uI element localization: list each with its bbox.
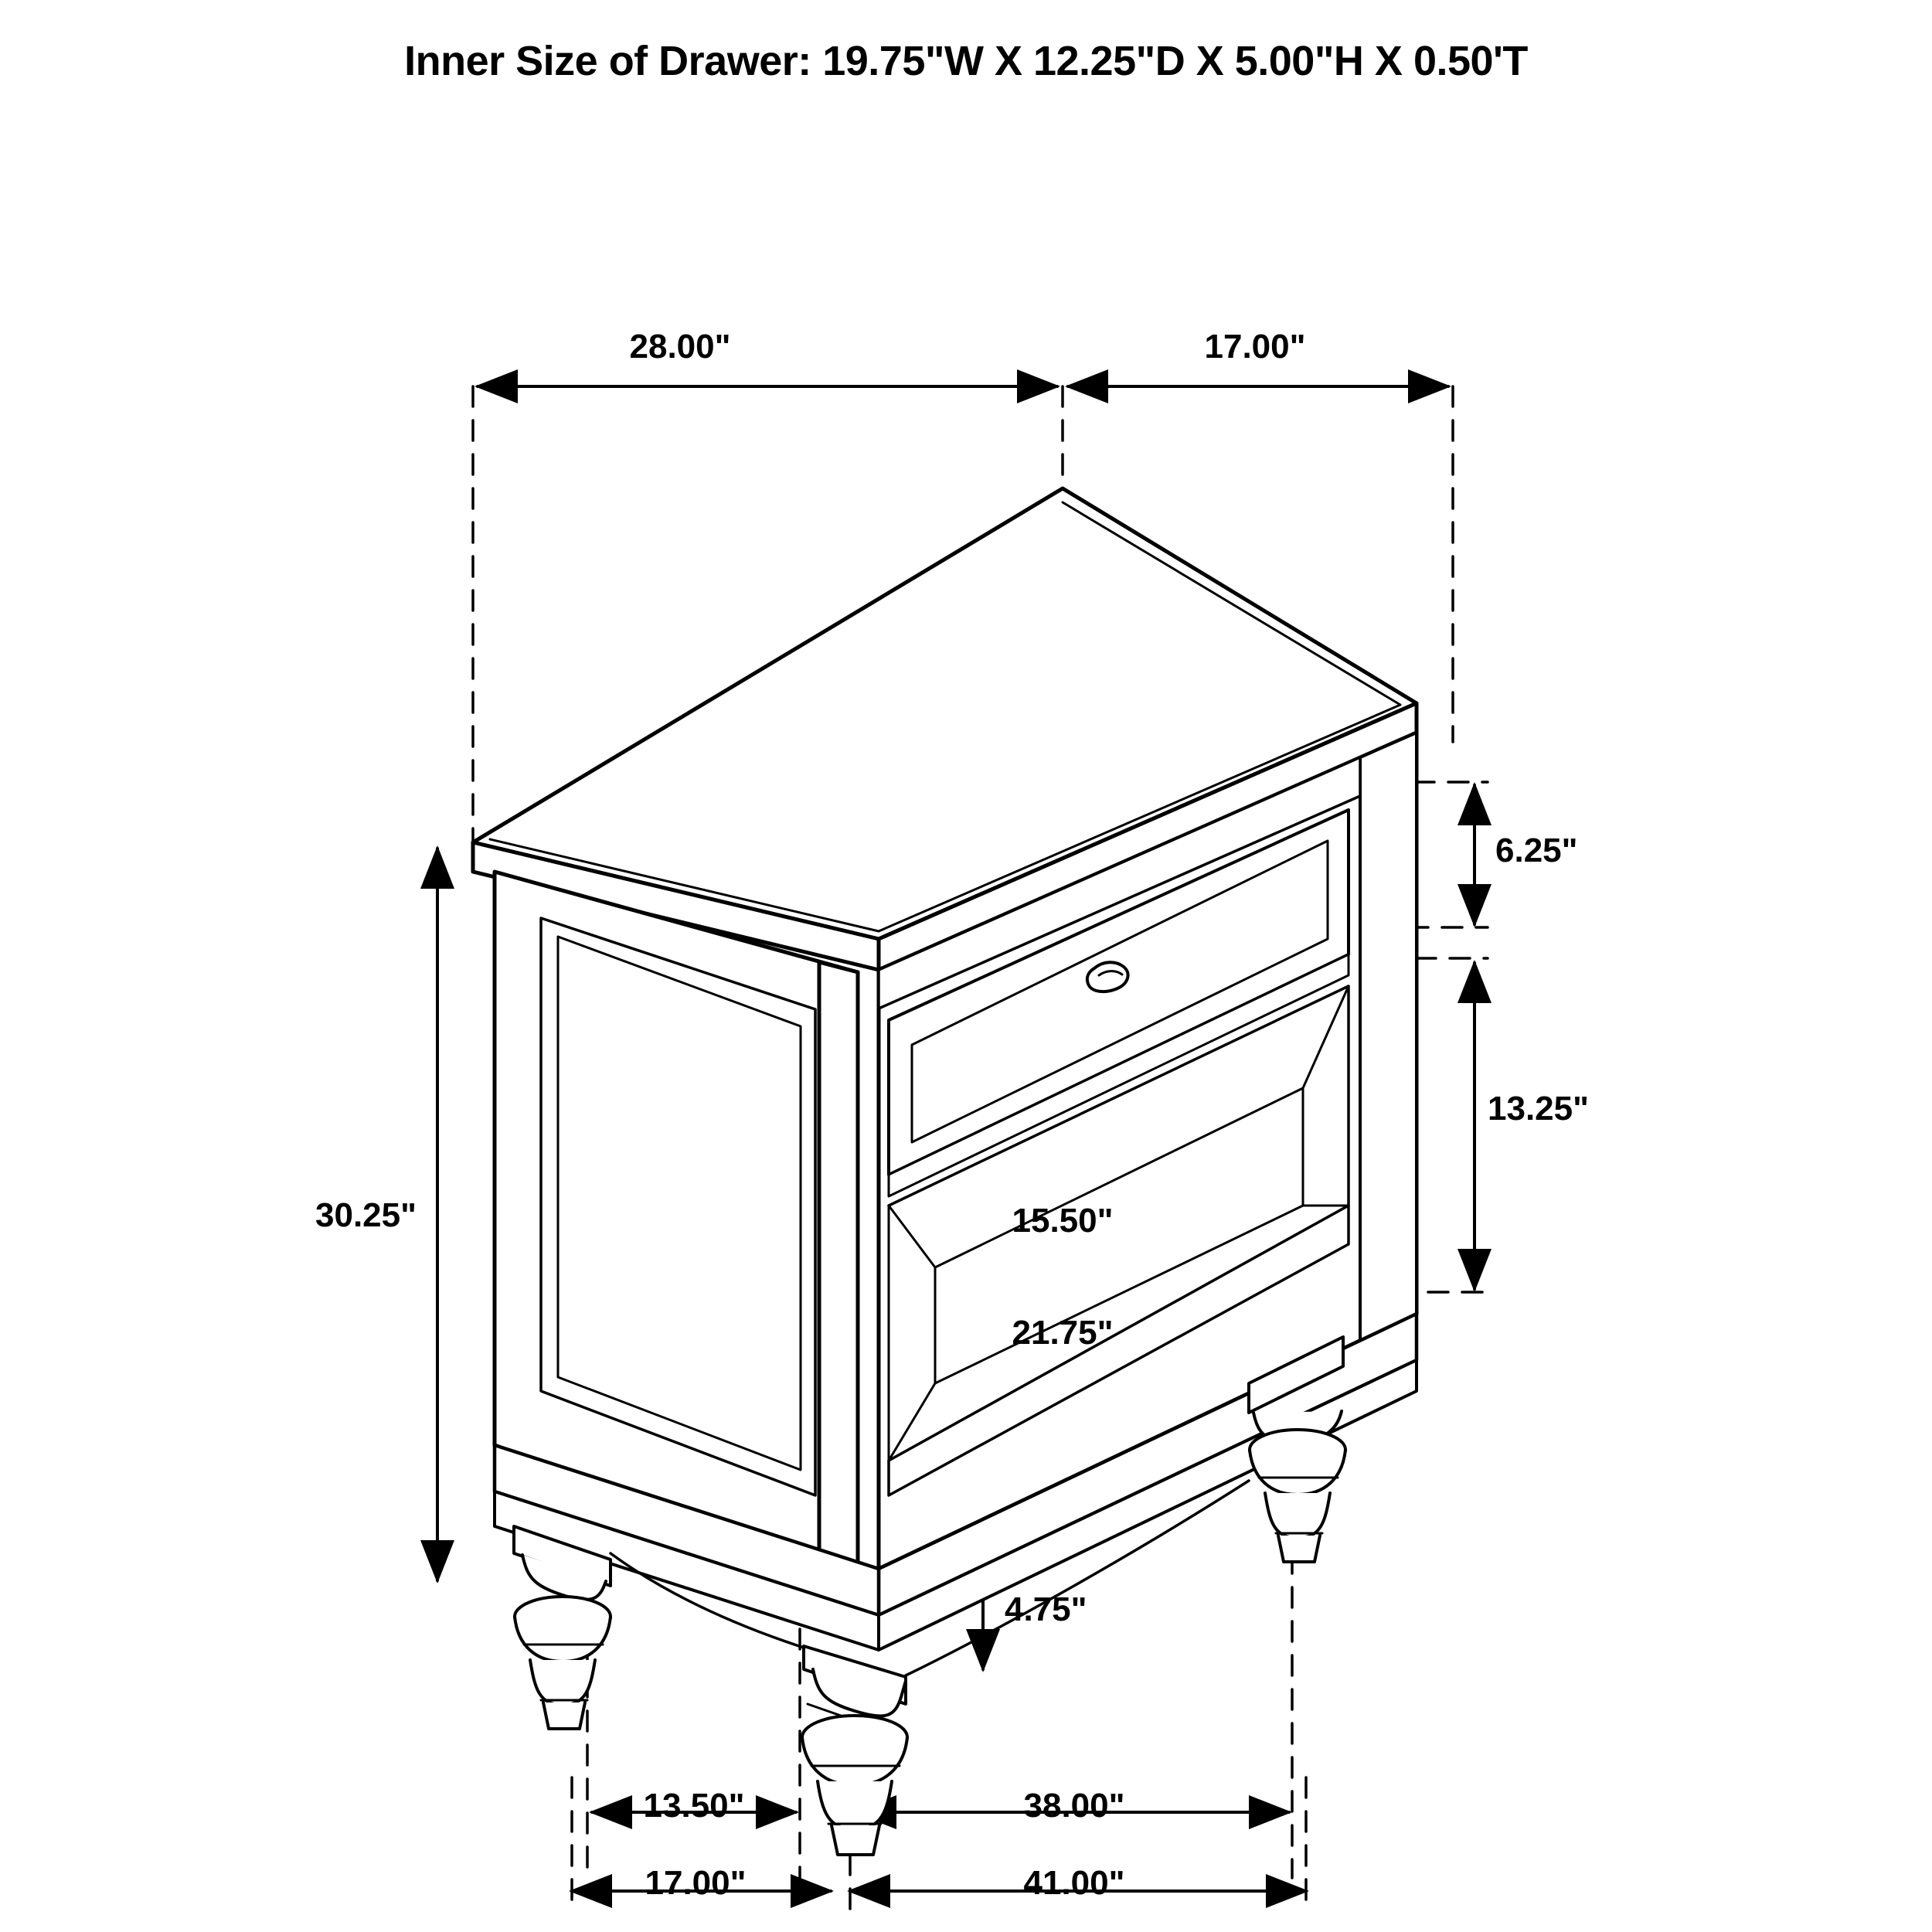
dimension-label-foot-outer-width: 41.00" — [1023, 1864, 1125, 1902]
page-title: Inner Size of Drawer: 19.75"W X 12.25"D X 5.00"H X 0.50'T — [404, 38, 1528, 84]
dimension-label-top-depth: 17.00" — [1204, 328, 1306, 366]
dimension-label-overall-height: 30.25" — [315, 1196, 417, 1234]
leg-left — [514, 1526, 611, 1729]
dimension-label-top-width: 28.00" — [629, 328, 731, 366]
dimension-label-lower-opening-height: 13.25" — [1488, 1090, 1589, 1128]
dimension-label-shelf-width: 21.75" — [1012, 1314, 1114, 1352]
dimension-label-foot-outer-depth: 17.00" — [645, 1864, 747, 1902]
dimension-label-foot-span-depth: 13.50" — [643, 1787, 745, 1825]
dimension-label-drawer-front-height: 6.25" — [1495, 832, 1578, 869]
dimension-label-leg-height: 4.75" — [1005, 1590, 1087, 1628]
dimension-label-foot-span-width: 38.00" — [1023, 1787, 1125, 1825]
leg-front — [802, 1646, 907, 1855]
dimension-label-shelf-depth: 15.50" — [1012, 1202, 1114, 1240]
nightstand-illustration — [473, 488, 1417, 1855]
